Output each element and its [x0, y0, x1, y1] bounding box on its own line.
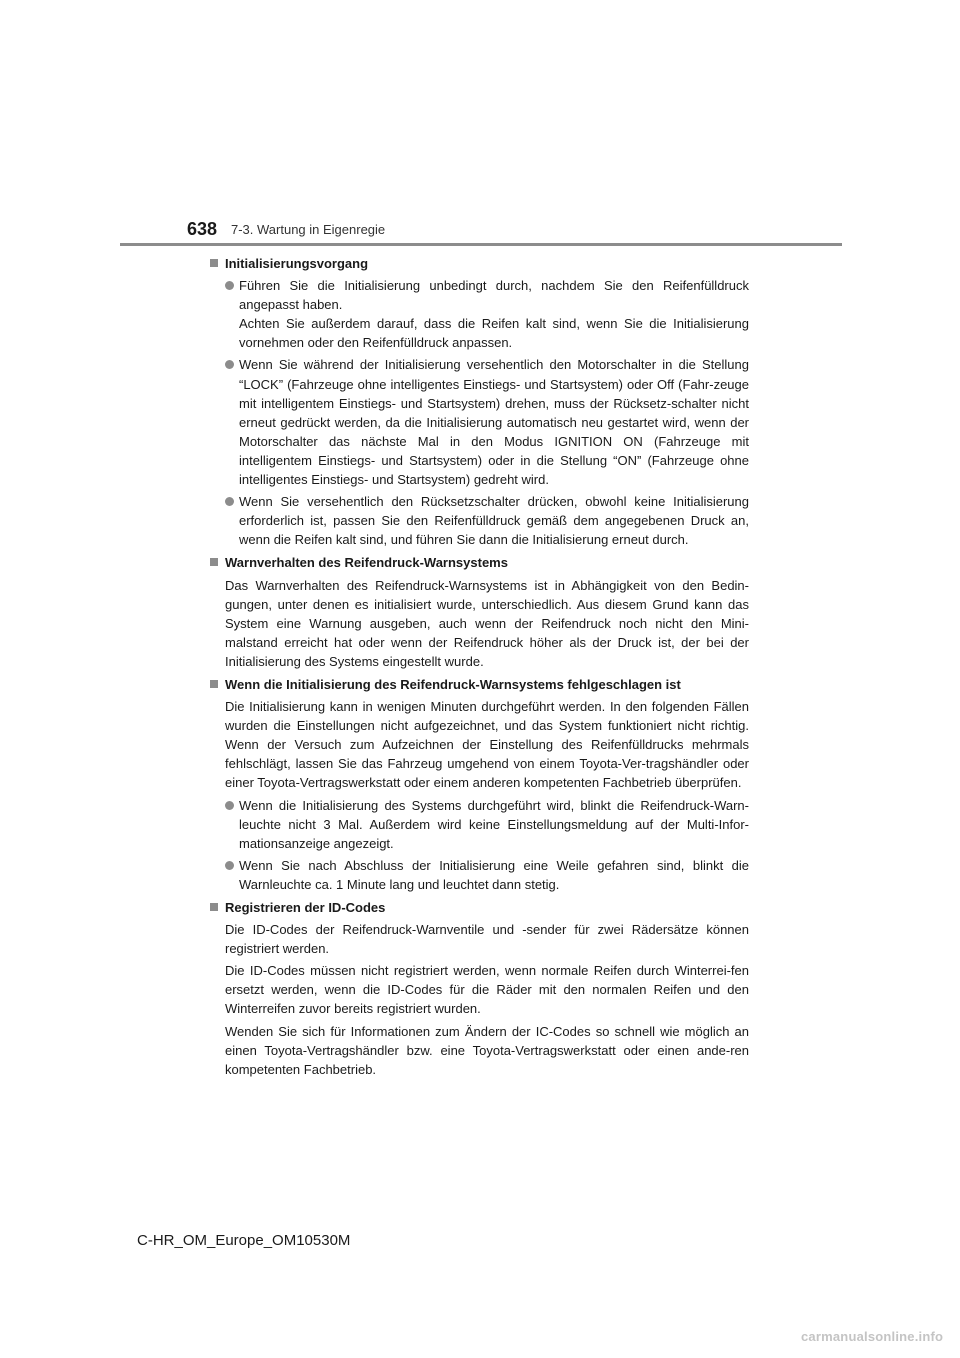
bullet-item [209, 796, 749, 853]
section-heading-text: Wenn die Initialisierung des Reifendruck-Warnsystems fehlgeschlagen ist [225, 676, 681, 692]
manual-code: C-HR_OM_Europe_OM10530M [137, 1232, 351, 1249]
bullet-text: Wenn die Initialisierung des Systems durchgeführt wird, blinkt die Reifendruck-Warn-leuchte nicht 3 Mal. Außerdem wird keine Einstellungsmeldung auf der Multi-Infor-mationsanzeige angezeigt. [239, 797, 749, 851]
section-heading [209, 898, 749, 917]
content-section [209, 553, 749, 671]
circle-bullet-icon [225, 861, 234, 870]
section-title: 7-3. Wartung in Eigenregie [231, 222, 386, 237]
content-section [209, 254, 749, 549]
body-paragraph: Wenden Sie sich für Informationen zum Ändern der IC-Codes so schnell wie möglich an einen Toyota-Vertragshändler bzw. eine Toyota-Vertragswerkstatt oder einen ande-ren kompetenten Fachbetrieb. [225, 1023, 749, 1077]
bullet-text: Achten Sie außerdem darauf, dass die Reifen kalt sind, wenn Sie die Initialisierung vornehmen oder den Reifenfülldruck anpassen. [239, 316, 749, 351]
header-rule [120, 243, 842, 246]
section-heading [209, 675, 749, 694]
content-section [209, 675, 749, 894]
square-bullet-icon [210, 259, 218, 267]
content-body [209, 254, 749, 1082]
content-section [209, 898, 749, 1079]
section-heading-text: Registrieren der ID-Codes [225, 900, 386, 915]
circle-bullet-icon [225, 801, 234, 810]
square-bullet-icon [210, 558, 218, 566]
page-number: 638 [187, 219, 218, 239]
circle-bullet-icon [225, 497, 234, 506]
body-paragraph: Die ID-Codes müssen nicht registriert werden, wenn normale Reifen durch Winterrei-fen ersetzt werden, wenn die ID-Codes für die Räder mit den normalen Reifen und den Winterreifen zuvor bereits registriert wurden. [225, 963, 749, 1017]
bullet-item [209, 492, 749, 549]
section-heading-text: Initialisierungsvorgang [225, 256, 369, 271]
bullet-item [209, 856, 749, 894]
bullet-item [209, 355, 749, 489]
section-heading-text: Warnverhalten des Reifendruck-Warnsystems [225, 555, 508, 571]
circle-bullet-icon [225, 360, 234, 369]
body-paragraph: Die ID-Codes der Reifendruck-Warnventile und -sender für zwei Rädersätze können registriert werden. [225, 922, 749, 957]
body-paragraph: Das Warnverhalten des Reifendruck-Warnsystems ist in Abhängigkeit von den Bedin-gungen, unter denen es initialisiert wurde, unterschiedlich. Aus diesem Grund kann das System eine Warnung ausgeben, auch wenn der Reifendruck noch nicht den Mini-malstand erreicht hat oder wenn der Reifendruck höher als der Druck ist, der bei der Initialisierung des Systems eingestellt wurde. [225, 577, 749, 669]
section-heading [209, 553, 749, 572]
bullet-text: Wenn Sie nach Abschluss der Initialisierung eine Weile gefahren sind, blinkt die Warnleuchte ca. 1 Minute lang und leuchtet dann stetig. [239, 857, 749, 892]
bullet-item [209, 276, 749, 352]
bullet-text: Wenn Sie während der Initialisierung versehentlich den Motorschalter in die Stellung “LOCK” (Fahrzeuge ohne intelligentes Einstiegs- und Startsystem) oder Off (Fahr-zeuge mit intelligentem Einstiegs- und Startsystem) drehen, muss der Rücksetz-schalter nicht erneut gedrückt werden, da die Initialisierung automatisch neu gestartet wird, wenn der Motorschalter das nächste Mal in den Modus IGNITION ON (Fahrzeuge mit intelligentem Einstiegs- und Startsystem) oder in die Stellung “ON” (Fahrzeuge ohne intelligentes Einstiegs- und Startsystem) gedreht wird. [239, 357, 749, 488]
circle-bullet-icon [225, 281, 234, 290]
section-heading [209, 254, 749, 273]
bullet-text: Wenn Sie versehentlich den Rücksetzschalter drücken, obwohl keine Initialisierung erforderlich ist, passen Sie den Reifenfülldruck gemäß dem angegebenen Druck an, wenn die Reifen kalt sind, und führen Sie dann die Initialisierung erneut durch. [239, 494, 749, 548]
bullet-text: Führen Sie die Initialisierung unbedingt durch, nachdem Sie den Reifenfülldruck angepasst haben. [239, 278, 749, 313]
watermark-text: carmanualsonline.info [801, 1329, 944, 1344]
square-bullet-icon [210, 903, 218, 911]
body-paragraph: Die Initialisierung kann in wenigen Minuten durchgeführt werden. In den folgenden Fällen wurden die Einstellungen nicht aufgezeichnet, und das System funktioniert nicht richtig. Wenn der Versuch zum Aufzeichnen der Einstellung des Reifenfülldrucks mehrmals fehlschlägt, lassen Sie das Fahrzeug umgehend von einem Toyota-Ver-tragshändler oder einer Toyota-Vertragswerkstatt oder einem anderen kompetenten Fachbetrieb überprüfen. [225, 699, 749, 791]
square-bullet-icon [210, 680, 218, 688]
